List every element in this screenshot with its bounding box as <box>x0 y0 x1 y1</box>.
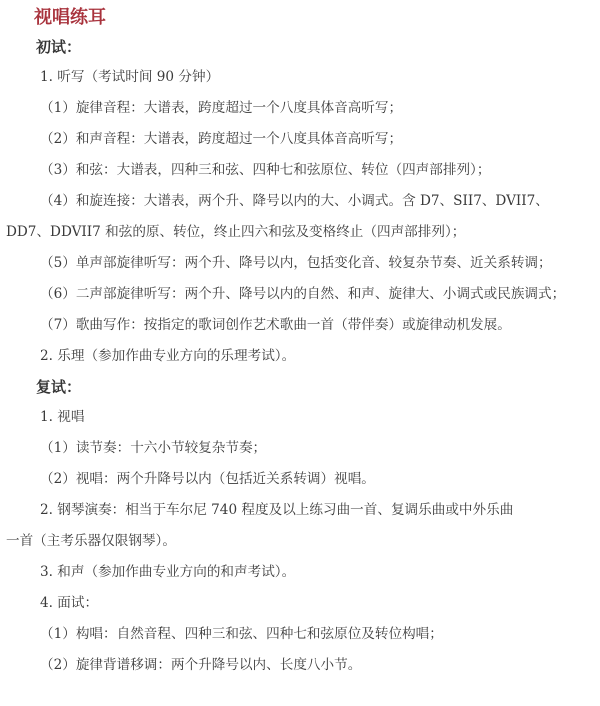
initial-line-two-voice: （6）二声部旋律听写：两个升、降号以内的自然、和声、旋律大、小调式或民族调式； <box>40 286 566 302</box>
retest-line-construct-sing: （1）构唱：自然音程、四种三和弦、四种七和弦原位及转位构唱； <box>40 626 443 642</box>
initial-line-progression-cont: DD7、DDVII7 和弦的原、转位，终止四六和弦及变格终止（四声部排列）； <box>6 224 466 240</box>
retest-line-sight-singing: 1. 视唱 <box>40 409 85 425</box>
page-title: 视唱练耳 <box>34 7 106 28</box>
section-heading-retest: 复试： <box>36 378 82 396</box>
retest-line-interview: 4. 面试： <box>40 595 99 611</box>
initial-line-music-theory: 2. 乐理（参加作曲专业方向的乐理考试）。 <box>40 348 296 364</box>
retest-line-transpose: （2）旋律背谱移调：两个升降号以内、长度八小节。 <box>40 657 362 673</box>
initial-line-harmonic-interval: （2）和声音程：大谱表，跨度超过一个八度具体音高听写； <box>40 131 403 147</box>
section-heading-initial: 初试： <box>36 38 82 56</box>
initial-line-melodic-interval: （1）旋律音程：大谱表，跨度超过一个八度具体音高听写； <box>40 100 403 116</box>
retest-line-rhythm: （1）读节奏：十六小节较复杂节奏； <box>40 440 267 456</box>
retest-line-piano: 2. 钢琴演奏：相当于车尔尼 740 程度及以上练习曲一首、复调乐曲或中外乐曲 <box>40 502 514 518</box>
initial-line-song-writing: （7）歌曲写作：按指定的歌词创作艺术歌曲一首（带伴奏）或旋律动机发展。 <box>40 317 511 333</box>
retest-line-harmony: 3. 和声（参加作曲专业方向的和声考试）。 <box>40 564 296 580</box>
initial-line-dictation: 1. 听写（考试时间 90 分钟） <box>40 69 220 85</box>
retest-line-sight-sing: （2）视唱：两个升降号以内（包括近关系转调）视唱。 <box>40 471 375 487</box>
initial-line-single-voice: （5）单声部旋律听写：两个升、降号以内，包括变化音、较复杂节奏、近关系转调； <box>40 255 552 271</box>
initial-line-chords: （3）和弦：大谱表，四种三和弦、四种七和弦原位、转位（四声部排列）； <box>40 162 491 178</box>
retest-line-piano-cont: 一首（主考乐器仅限钢琴）。 <box>6 533 176 549</box>
initial-line-progression: （4）和旋连接：大谱表，两个升、降号以内的大、小调式。含 D7、SII7、DVII7、 <box>40 193 549 209</box>
